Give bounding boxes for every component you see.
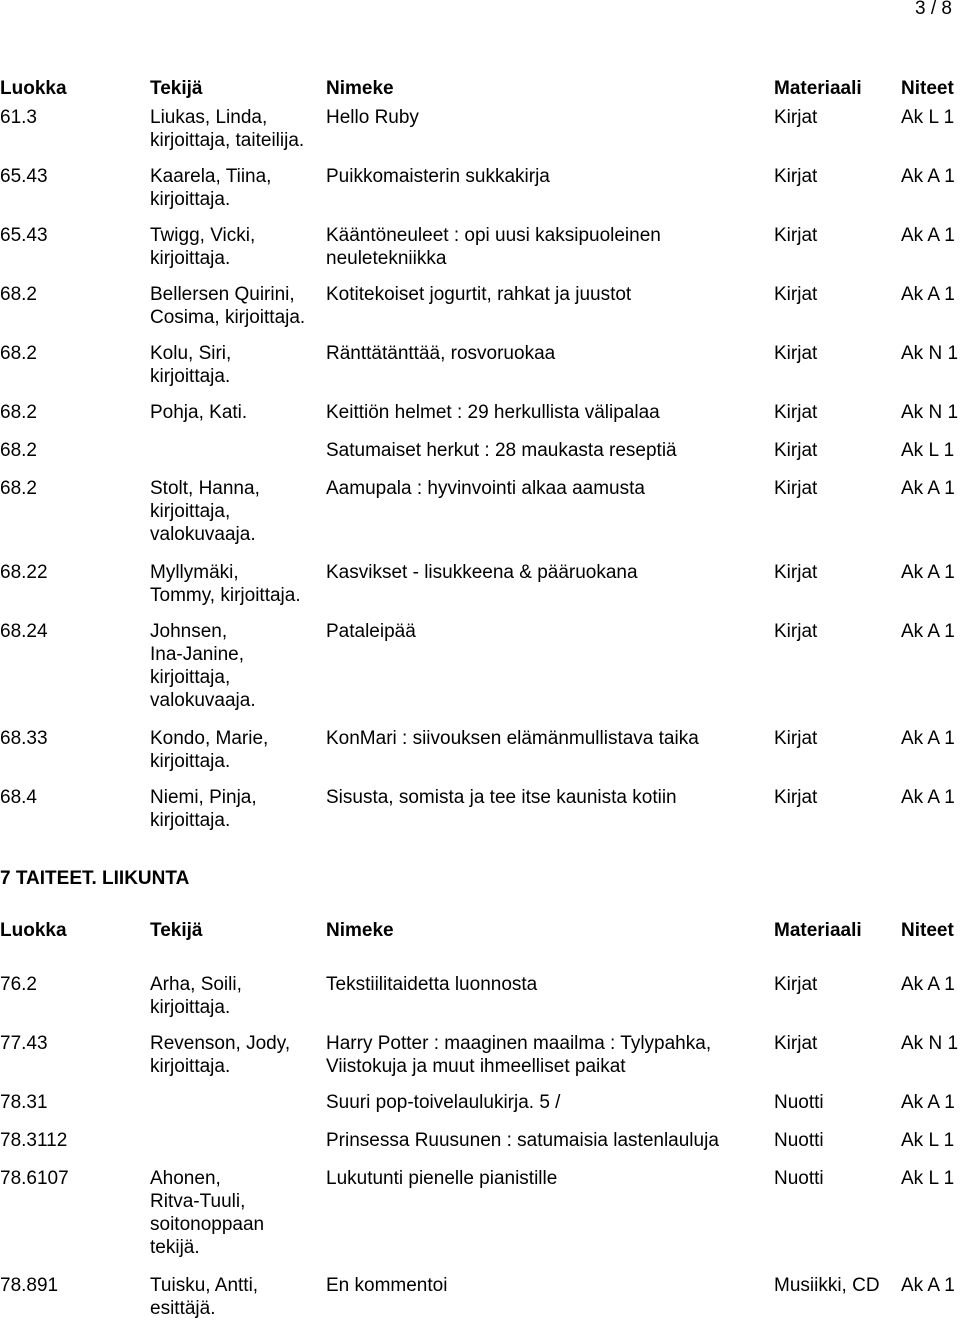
cell-materiaali: Kirjat: [774, 1033, 818, 1054]
cell-tekija: Ahonen, Ritva-Tuuli, soitonoppaan tekijä.: [150, 1168, 265, 1258]
cell-tekija: Kondo, Marie, kirjoittaja.: [150, 728, 269, 772]
cell-niteet: Ak N 1: [901, 1033, 959, 1054]
cell-niteet: Ak A 1: [901, 974, 955, 995]
cell-nimeke: Tekstiilitaidetta luonnosta: [326, 974, 538, 995]
cell-materiaali: Kirjat: [774, 107, 818, 128]
cell-nimeke: Satumaiset herkut : 28 maukasta reseptiä: [326, 440, 677, 461]
cell-luokka: 68.2: [0, 284, 37, 305]
page-number: 3 / 8: [915, 0, 952, 19]
cell-tekija: Kaarela, Tiina, kirjoittaja.: [150, 166, 272, 210]
header-luokka: Luokka: [0, 78, 67, 99]
cell-luokka: 65.43: [0, 225, 48, 246]
cell-luokka: 78.891: [0, 1275, 59, 1296]
cell-tekija: Kolu, Siri, kirjoittaja.: [150, 343, 232, 387]
cell-luokka: 78.3112: [0, 1130, 68, 1151]
cell-materiaali: Kirjat: [774, 974, 818, 995]
cell-materiaali: Kirjat: [774, 225, 818, 246]
cell-materiaali: Kirjat: [774, 728, 818, 749]
cell-tekija: Bellersen Quirini, Cosima, kirjoittaja.: [150, 284, 306, 328]
cell-nimeke: Puikkomaisterin sukkakirja: [326, 166, 550, 187]
header-niteet: Niteet: [901, 920, 954, 941]
cell-luokka: 78.6107: [0, 1168, 69, 1189]
cell-nimeke: Pataleipää: [326, 621, 416, 642]
cell-materiaali: Kirjat: [774, 166, 818, 187]
cell-tekija: Pohja, Kati.: [150, 402, 248, 423]
cell-nimeke: Aamupala : hyvinvointi alkaa aamusta: [326, 478, 645, 499]
section-title: 7 TAITEET. LIIKUNTA: [0, 868, 190, 889]
cell-tekija: Niemi, Pinja, kirjoittaja.: [150, 787, 257, 831]
header-tekija: Tekijä: [150, 920, 203, 941]
cell-nimeke: Suuri pop-toivelaulukirja. 5 /: [326, 1092, 561, 1113]
cell-nimeke: Sisusta, somista ja tee itse kaunista kotiin: [326, 787, 677, 808]
cell-nimeke: Kääntöneuleet : opi uusi kaksipuoleinen neuletekniikka: [326, 225, 661, 269]
cell-tekija: Liukas, Linda, kirjoittaja, taiteilija.: [150, 107, 305, 151]
header-materiaali: Materiaali: [774, 920, 862, 941]
cell-tekija: Arha, Soili, kirjoittaja.: [150, 974, 242, 1018]
cell-luokka: 68.4: [0, 787, 37, 808]
cell-materiaali: Nuotti: [774, 1168, 824, 1189]
cell-materiaali: Kirjat: [774, 787, 818, 808]
cell-tekija: Myllymäki, Tommy, kirjoittaja.: [150, 562, 301, 606]
cell-luokka: 68.33: [0, 728, 48, 749]
cell-niteet: Ak A 1: [901, 728, 955, 749]
cell-luokka: 68.2: [0, 402, 37, 423]
cell-niteet: Ak L 1: [901, 107, 955, 128]
cell-nimeke: Prinsessa Ruusunen : satumaisia lastenlauluja: [326, 1130, 719, 1151]
cell-materiaali: Nuotti: [774, 1092, 824, 1113]
header-nimeke: Nimeke: [326, 78, 394, 99]
header-niteet: Niteet: [901, 78, 954, 99]
cell-niteet: Ak A 1: [901, 787, 955, 808]
cell-luokka: 68.22: [0, 562, 48, 583]
header-luokka: Luokka: [0, 920, 67, 941]
cell-nimeke: Lukutunti pienelle pianistille: [326, 1168, 558, 1189]
cell-niteet: Ak A 1: [901, 621, 955, 642]
cell-niteet: Ak A 1: [901, 284, 955, 305]
cell-tekija: Revenson, Jody, kirjoittaja.: [150, 1033, 291, 1077]
cell-luokka: 68.2: [0, 343, 37, 364]
cell-luokka: 65.43: [0, 166, 48, 187]
header-materiaali: Materiaali: [774, 78, 862, 99]
cell-luokka: 76.2: [0, 974, 37, 995]
cell-luokka: 77.43: [0, 1033, 48, 1054]
cell-niteet: Ak A 1: [901, 478, 955, 499]
cell-niteet: Ak A 1: [901, 1275, 955, 1296]
cell-nimeke: Kotitekoiset jogurtit, rahkat ja juustot: [326, 284, 632, 305]
cell-nimeke: En kommentoi: [326, 1275, 448, 1296]
cell-luokka: 61.3: [0, 107, 37, 128]
cell-luokka: 68.2: [0, 440, 37, 461]
cell-niteet: Ak A 1: [901, 225, 955, 246]
header-nimeke: Nimeke: [326, 920, 394, 941]
cell-niteet: Ak L 1: [901, 1168, 955, 1189]
cell-niteet: Ak N 1: [901, 402, 959, 423]
cell-niteet: Ak A 1: [901, 562, 955, 583]
cell-tekija: Twigg, Vicki, kirjoittaja.: [150, 225, 256, 269]
cell-nimeke: KonMari : siivouksen elämänmullistava taika: [326, 728, 699, 749]
cell-materiaali: Kirjat: [774, 284, 818, 305]
cell-nimeke: Ränttätänttää, rosvoruokaa: [326, 343, 556, 364]
cell-materiaali: Nuotti: [774, 1130, 824, 1151]
cell-niteet: Ak L 1: [901, 1130, 955, 1151]
cell-luokka: 78.31: [0, 1092, 48, 1113]
cell-niteet: Ak A 1: [901, 1092, 955, 1113]
cell-materiaali: Kirjat: [774, 478, 818, 499]
cell-nimeke: Keittiön helmet : 29 herkullista välipalaa: [326, 402, 660, 423]
cell-niteet: Ak L 1: [901, 440, 955, 461]
cell-luokka: 68.24: [0, 621, 48, 642]
cell-materiaali: Musiikki, CD: [774, 1275, 880, 1296]
cell-niteet: Ak A 1: [901, 166, 955, 187]
cell-materiaali: Kirjat: [774, 562, 818, 583]
cell-materiaali: Kirjat: [774, 440, 818, 461]
cell-nimeke: Kasvikset - lisukkeena & pääruokana: [326, 562, 638, 583]
cell-nimeke: Harry Potter : maaginen maailma : Tylypahka, Viistokuja ja muut ihmeelliset paikat: [326, 1033, 712, 1077]
cell-luokka: 68.2: [0, 478, 37, 499]
cell-materiaali: Kirjat: [774, 402, 818, 423]
cell-tekija: Johnsen, Ina-Janine, kirjoittaja, valokuvaaja.: [150, 621, 256, 711]
cell-nimeke: Hello Ruby: [326, 107, 419, 128]
cell-materiaali: Kirjat: [774, 621, 818, 642]
cell-tekija: Tuisku, Antti, esittäjä.: [150, 1275, 259, 1319]
cell-tekija: Stolt, Hanna, kirjoittaja, valokuvaaja.: [150, 478, 260, 545]
cell-materiaali: Kirjat: [774, 343, 818, 364]
header-tekija: Tekijä: [150, 78, 203, 99]
cell-niteet: Ak N 1: [901, 343, 959, 364]
